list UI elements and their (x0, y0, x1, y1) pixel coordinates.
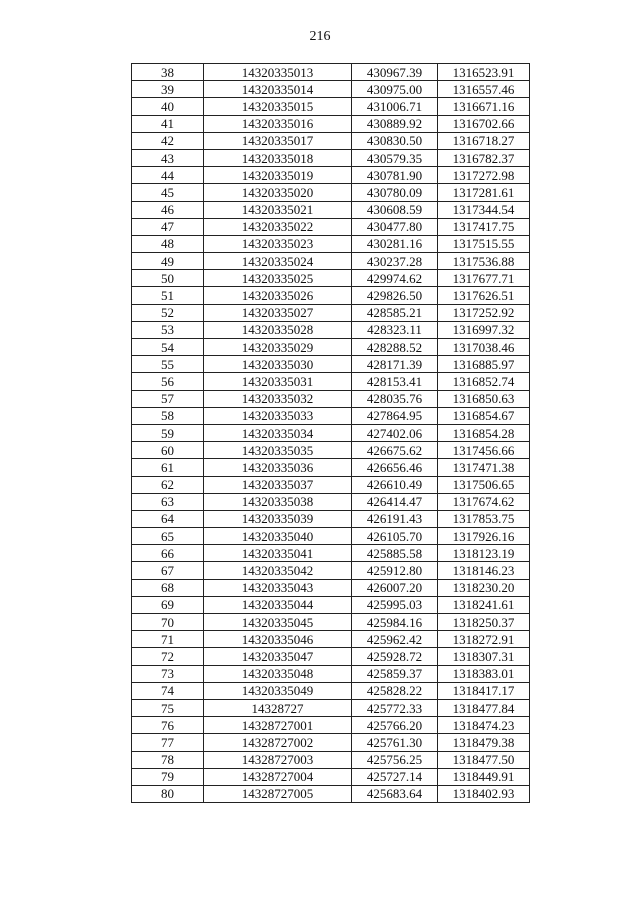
table-row (132, 184, 530, 201)
parcel-id-cell: 14320335027 (204, 304, 352, 321)
parcel-id-cell: 14320335017 (204, 132, 352, 149)
parcel-id-cell: 14320335020 (204, 184, 352, 201)
parcel-id-cell: 14328727 (204, 699, 352, 716)
x-coordinate-cell: 426675.62 (352, 442, 438, 459)
parcel-id-cell: 14320335045 (204, 614, 352, 631)
parcel-id-cell: 14320335037 (204, 476, 352, 493)
x-coordinate-cell: 426105.70 (352, 528, 438, 545)
x-coordinate-cell: 427402.06 (352, 424, 438, 441)
table-row (132, 132, 530, 149)
table-row (132, 304, 530, 321)
row-number-cell: 76 (132, 717, 204, 734)
y-coordinate-cell: 1318474.23 (438, 717, 530, 734)
row-number-cell: 60 (132, 442, 204, 459)
row-number-cell: 75 (132, 699, 204, 716)
y-coordinate-cell: 1318417.17 (438, 682, 530, 699)
x-coordinate-cell: 425772.33 (352, 699, 438, 716)
y-coordinate-cell: 1317926.16 (438, 528, 530, 545)
y-coordinate-cell: 1316852.74 (438, 373, 530, 390)
parcel-id-cell: 14320335035 (204, 442, 352, 459)
x-coordinate-cell: 425962.42 (352, 631, 438, 648)
x-coordinate-cell: 427864.95 (352, 407, 438, 424)
table-row (132, 235, 530, 252)
parcel-id-cell: 14320335043 (204, 579, 352, 596)
coordinates-table (131, 63, 530, 803)
row-number-cell: 38 (132, 64, 204, 81)
parcel-id-cell: 14320335046 (204, 631, 352, 648)
parcel-id-cell: 14320335038 (204, 493, 352, 510)
parcel-id-cell: 14320335026 (204, 287, 352, 304)
table-row (132, 459, 530, 476)
row-number-cell: 43 (132, 149, 204, 166)
y-coordinate-cell: 1317038.46 (438, 339, 530, 356)
parcel-id-cell: 14320335022 (204, 218, 352, 235)
row-number-cell: 39 (132, 81, 204, 98)
y-coordinate-cell: 1318241.61 (438, 596, 530, 613)
table-row (132, 339, 530, 356)
parcel-id-cell: 14320335023 (204, 235, 352, 252)
table-row (132, 424, 530, 441)
parcel-id-cell: 14328727004 (204, 768, 352, 785)
table-row (132, 115, 530, 132)
y-coordinate-cell: 1316854.28 (438, 424, 530, 441)
row-number-cell: 70 (132, 614, 204, 631)
row-number-cell: 48 (132, 235, 204, 252)
table-row (132, 373, 530, 390)
x-coordinate-cell: 430608.59 (352, 201, 438, 218)
y-coordinate-cell: 1318123.19 (438, 545, 530, 562)
row-number-cell: 79 (132, 768, 204, 785)
x-coordinate-cell: 425683.64 (352, 785, 438, 802)
table-row (132, 682, 530, 699)
y-coordinate-cell: 1318272.91 (438, 631, 530, 648)
row-number-cell: 59 (132, 424, 204, 441)
row-number-cell: 42 (132, 132, 204, 149)
y-coordinate-cell: 1317515.55 (438, 235, 530, 252)
x-coordinate-cell: 426191.43 (352, 510, 438, 527)
row-number-cell: 61 (132, 459, 204, 476)
row-number-cell: 44 (132, 167, 204, 184)
table-row (132, 528, 530, 545)
parcel-id-cell: 14328727005 (204, 785, 352, 802)
y-coordinate-cell: 1316718.27 (438, 132, 530, 149)
x-coordinate-cell: 425756.25 (352, 751, 438, 768)
parcel-id-cell: 14320335039 (204, 510, 352, 527)
row-number-cell: 40 (132, 98, 204, 115)
row-number-cell: 66 (132, 545, 204, 562)
parcel-id-cell: 14320335047 (204, 648, 352, 665)
x-coordinate-cell: 425995.03 (352, 596, 438, 613)
y-coordinate-cell: 1317674.62 (438, 493, 530, 510)
parcel-id-cell: 14320335014 (204, 81, 352, 98)
parcel-id-cell: 14320335021 (204, 201, 352, 218)
parcel-id-cell: 14320335029 (204, 339, 352, 356)
y-coordinate-cell: 1318230.20 (438, 579, 530, 596)
y-coordinate-cell: 1318383.01 (438, 665, 530, 682)
row-number-cell: 57 (132, 390, 204, 407)
row-number-cell: 45 (132, 184, 204, 201)
x-coordinate-cell: 431006.71 (352, 98, 438, 115)
y-coordinate-cell: 1316671.16 (438, 98, 530, 115)
parcel-id-cell: 14320335033 (204, 407, 352, 424)
row-number-cell: 77 (132, 734, 204, 751)
row-number-cell: 62 (132, 476, 204, 493)
x-coordinate-cell: 425885.58 (352, 545, 438, 562)
y-coordinate-cell: 1318449.91 (438, 768, 530, 785)
parcel-id-cell: 14328727001 (204, 717, 352, 734)
parcel-id-cell: 14320335044 (204, 596, 352, 613)
y-coordinate-cell: 1317506.65 (438, 476, 530, 493)
parcel-id-cell: 14320335016 (204, 115, 352, 132)
x-coordinate-cell: 425928.72 (352, 648, 438, 665)
x-coordinate-cell: 430975.00 (352, 81, 438, 98)
y-coordinate-cell: 1317281.61 (438, 184, 530, 201)
x-coordinate-cell: 430237.28 (352, 253, 438, 270)
x-coordinate-cell: 428585.21 (352, 304, 438, 321)
y-coordinate-cell: 1317677.71 (438, 270, 530, 287)
row-number-cell: 53 (132, 321, 204, 338)
row-number-cell: 47 (132, 218, 204, 235)
table-row (132, 717, 530, 734)
y-coordinate-cell: 1316523.91 (438, 64, 530, 81)
table-row (132, 270, 530, 287)
table-row (132, 510, 530, 527)
table-row (132, 287, 530, 304)
x-coordinate-cell: 430780.09 (352, 184, 438, 201)
table-row (132, 751, 530, 768)
y-coordinate-cell: 1318477.50 (438, 751, 530, 768)
table-row (132, 734, 530, 751)
row-number-cell: 72 (132, 648, 204, 665)
parcel-id-cell: 14320335049 (204, 682, 352, 699)
x-coordinate-cell: 425727.14 (352, 768, 438, 785)
row-number-cell: 52 (132, 304, 204, 321)
parcel-id-cell: 14320335040 (204, 528, 352, 545)
x-coordinate-cell: 428153.41 (352, 373, 438, 390)
row-number-cell: 51 (132, 287, 204, 304)
row-number-cell: 49 (132, 253, 204, 270)
table-row (132, 167, 530, 184)
x-coordinate-cell: 430967.39 (352, 64, 438, 81)
parcel-id-cell: 14320335028 (204, 321, 352, 338)
y-coordinate-cell: 1317471.38 (438, 459, 530, 476)
x-coordinate-cell: 430477.80 (352, 218, 438, 235)
y-coordinate-cell: 1318477.84 (438, 699, 530, 716)
parcel-id-cell: 14320335048 (204, 665, 352, 682)
x-coordinate-cell: 425984.16 (352, 614, 438, 631)
row-number-cell: 65 (132, 528, 204, 545)
x-coordinate-cell: 425828.22 (352, 682, 438, 699)
row-number-cell: 67 (132, 562, 204, 579)
y-coordinate-cell: 1317853.75 (438, 510, 530, 527)
table-row (132, 562, 530, 579)
y-coordinate-cell: 1316997.32 (438, 321, 530, 338)
y-coordinate-cell: 1318307.31 (438, 648, 530, 665)
table-row (132, 201, 530, 218)
y-coordinate-cell: 1316885.97 (438, 356, 530, 373)
parcel-id-cell: 14320335032 (204, 390, 352, 407)
row-number-cell: 56 (132, 373, 204, 390)
parcel-id-cell: 14320335015 (204, 98, 352, 115)
parcel-id-cell: 14320335019 (204, 167, 352, 184)
y-coordinate-cell: 1318146.23 (438, 562, 530, 579)
parcel-id-cell: 14320335025 (204, 270, 352, 287)
y-coordinate-cell: 1317417.75 (438, 218, 530, 235)
y-coordinate-cell: 1316557.46 (438, 81, 530, 98)
parcel-id-cell: 14320335041 (204, 545, 352, 562)
y-coordinate-cell: 1316854.67 (438, 407, 530, 424)
parcel-id-cell: 14320335034 (204, 424, 352, 441)
table-row (132, 81, 530, 98)
x-coordinate-cell: 430281.16 (352, 235, 438, 252)
x-coordinate-cell: 430830.50 (352, 132, 438, 149)
row-number-cell: 63 (132, 493, 204, 510)
y-coordinate-cell: 1317252.92 (438, 304, 530, 321)
row-number-cell: 50 (132, 270, 204, 287)
table-row (132, 665, 530, 682)
table-row (132, 579, 530, 596)
row-number-cell: 41 (132, 115, 204, 132)
table-row (132, 476, 530, 493)
table-row (132, 356, 530, 373)
y-coordinate-cell: 1317456.66 (438, 442, 530, 459)
y-coordinate-cell: 1317344.54 (438, 201, 530, 218)
row-number-cell: 80 (132, 785, 204, 802)
table-row (132, 442, 530, 459)
parcel-id-cell: 14328727002 (204, 734, 352, 751)
x-coordinate-cell: 430579.35 (352, 149, 438, 166)
y-coordinate-cell: 1316850.63 (438, 390, 530, 407)
row-number-cell: 69 (132, 596, 204, 613)
parcel-id-cell: 14320335018 (204, 149, 352, 166)
table-row (132, 64, 530, 81)
table-row (132, 407, 530, 424)
row-number-cell: 78 (132, 751, 204, 768)
x-coordinate-cell: 429974.62 (352, 270, 438, 287)
table-row (132, 648, 530, 665)
row-number-cell: 58 (132, 407, 204, 424)
row-number-cell: 74 (132, 682, 204, 699)
parcel-id-cell: 14320335030 (204, 356, 352, 373)
row-number-cell: 54 (132, 339, 204, 356)
table-row (132, 253, 530, 270)
table-row (132, 545, 530, 562)
table-row (132, 493, 530, 510)
row-number-cell: 73 (132, 665, 204, 682)
y-coordinate-cell: 1318250.37 (438, 614, 530, 631)
x-coordinate-cell: 425859.37 (352, 665, 438, 682)
parcel-id-cell: 14320335024 (204, 253, 352, 270)
x-coordinate-cell: 428323.11 (352, 321, 438, 338)
x-coordinate-cell: 426414.47 (352, 493, 438, 510)
x-coordinate-cell: 430889.92 (352, 115, 438, 132)
y-coordinate-cell: 1318402.93 (438, 785, 530, 802)
table-row (132, 614, 530, 631)
x-coordinate-cell: 430781.90 (352, 167, 438, 184)
table-row (132, 149, 530, 166)
x-coordinate-cell: 426007.20 (352, 579, 438, 596)
table-row (132, 699, 530, 716)
table-row (132, 631, 530, 648)
table-row (132, 98, 530, 115)
y-coordinate-cell: 1317626.51 (438, 287, 530, 304)
x-coordinate-cell: 425766.20 (352, 717, 438, 734)
x-coordinate-cell: 429826.50 (352, 287, 438, 304)
parcel-id-cell: 14320335031 (204, 373, 352, 390)
x-coordinate-cell: 425761.30 (352, 734, 438, 751)
parcel-id-cell: 14320335042 (204, 562, 352, 579)
parcel-id-cell: 14320335013 (204, 64, 352, 81)
parcel-id-cell: 14328727003 (204, 751, 352, 768)
x-coordinate-cell: 428171.39 (352, 356, 438, 373)
table-row (132, 218, 530, 235)
table-row (132, 390, 530, 407)
table-row (132, 768, 530, 785)
table-row (132, 321, 530, 338)
y-coordinate-cell: 1316702.66 (438, 115, 530, 132)
parcel-id-cell: 14320335036 (204, 459, 352, 476)
row-number-cell: 71 (132, 631, 204, 648)
y-coordinate-cell: 1316782.37 (438, 149, 530, 166)
y-coordinate-cell: 1317536.88 (438, 253, 530, 270)
y-coordinate-cell: 1317272.98 (438, 167, 530, 184)
row-number-cell: 68 (132, 579, 204, 596)
y-coordinate-cell: 1318479.38 (438, 734, 530, 751)
row-number-cell: 64 (132, 510, 204, 527)
x-coordinate-cell: 425912.80 (352, 562, 438, 579)
x-coordinate-cell: 426656.46 (352, 459, 438, 476)
table-row (132, 785, 530, 802)
page-number: 216 (309, 29, 331, 44)
x-coordinate-cell: 428035.76 (352, 390, 438, 407)
row-number-cell: 55 (132, 356, 204, 373)
table-row (132, 596, 530, 613)
x-coordinate-cell: 426610.49 (352, 476, 438, 493)
x-coordinate-cell: 428288.52 (352, 339, 438, 356)
row-number-cell: 46 (132, 201, 204, 218)
